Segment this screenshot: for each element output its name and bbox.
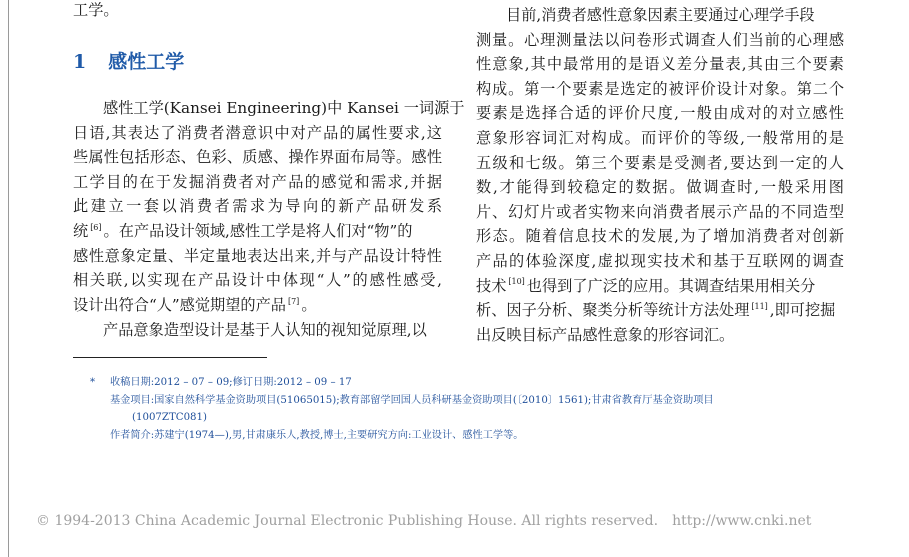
footnotes	[90, 374, 860, 444]
footnote-author: 作者简介:苏建宁(1974—),男,甘肃康乐人,教授,博士,主要研究方向:工业设计、感性工学等。	[110, 429, 524, 441]
section-number: 1	[73, 51, 87, 73]
citation-ref-6[interactable]: [6]	[90, 222, 102, 232]
left-top-text: 工学。	[73, 1, 119, 19]
section-heading	[73, 47, 184, 74]
copyright-text: © 1994-2013 China Academic Journal Electronic Publishing House. All rights reserved.	[36, 513, 659, 529]
footnote-dates: * 收稿日期:2012 – 07 – 09;修订日期:2012 – 09 – 17	[90, 377, 352, 388]
footnote-funding: 基金项目:国家自然科学基金资助项目(51065015);教育部留学回国人员科研基金资助项目(〔2010〕1561);甘肃省教育厅基金资助项目	[110, 394, 714, 406]
citation-ref-11[interactable]: [11]	[751, 302, 768, 312]
copyright-footer	[36, 513, 811, 529]
paragraph-kansei: 感性工学(Kansei Engineering)中 Kansei 一词源于 日语,其表达了消费者潜意识中对产品的属性要求,这 些属性包括形态、色彩、质感、操作界面布局等。感性 工学目的在于发掘消费者对产品的感觉和需求,并据 此建立一套以消费者需求为导向的新产品研发系 统 [6] 。在产品设计领域,感性工学是将人们对“物”的 感性意象定量、半定量地表达出来,并与产品设计特性 相关联,以实现在产品设计中体现“人”的感性感受, 设计出符合“人”感觉期望的产品 [7] 。	[73, 99, 465, 314]
citation-ref-7[interactable]: [7]	[287, 296, 300, 306]
paragraph-design: 产品意象造型设计是基于人认知的视知觉原理,以	[103, 321, 427, 339]
footnote-divider	[73, 357, 267, 358]
footer-url[interactable]: http://www.cnki.net	[672, 513, 812, 529]
citation-ref-10[interactable]: [10]	[508, 277, 525, 287]
section-title: 感性工学	[108, 51, 185, 73]
paragraph-measurement: 目前,消费者感性意象因素主要通过心理学手段 测量。心理测量法以问卷形式调查人们当前的心理感 性意象,其中最常用的是语义差分量表,其由三个要素 构成。第一个要素是选定的被评价设计对象。第二个 要素是选择合适的评价尺度,一般由成对的对立感性 意象形容词汇对构成。而评价的等级,一般常用的是 五级和七级。第三个要素是受测者,要达到一定的人 数,才能得到较稳定的数据。做调查时,一般采用图 片、幻灯片或者实物来向消费者展示产品的不同造型 形态。随着信息技术的发展,为了增加消费者对创新 产品的体验深度,虚拟现实技术和基于互联网的调查 技术 [10] 也得到了广泛的应用。其调查结果用相关分 析、因子分析、聚类分析等统计方法处理 [11] ,即可挖掘 出反映目标产品感性意象的形容词汇。	[476, 6, 844, 344]
page-edge-line	[8, 0, 9, 557]
footnote-funding-cont: (1007ZTC081)	[132, 412, 207, 423]
